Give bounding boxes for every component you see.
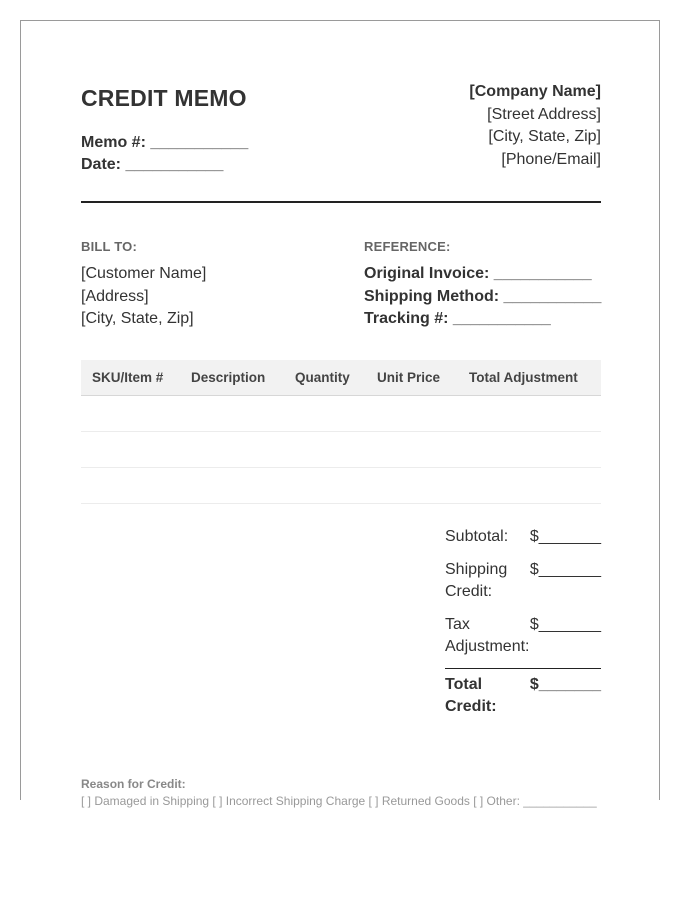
shipping-credit-row	[445, 559, 601, 604]
total-credit-value: $_______	[529, 675, 601, 693]
reason-block	[81, 777, 597, 808]
subtotal-label: Subtotal:	[445, 528, 509, 545]
bill-to-heading: BILL TO:	[81, 239, 138, 254]
credit-memo-sheet	[20, 20, 660, 808]
column-header-sku: SKU/Item #	[92, 370, 164, 385]
column-header-unit-price: Unit Price	[377, 370, 441, 385]
company-block	[469, 81, 601, 171]
memo-number-field: Memo #: ___________	[81, 134, 249, 151]
tax-adjustment-row	[445, 614, 601, 659]
table-row	[81, 468, 601, 504]
column-header-description: Description	[191, 370, 266, 385]
subtotal-row	[445, 526, 601, 549]
shipping-credit-label: Shipping Credit:	[445, 560, 508, 600]
line-items-table	[81, 360, 601, 504]
company-city: [City, State, Zip]	[488, 128, 601, 145]
total-credit-label: Total Credit:	[445, 675, 497, 715]
tax-adjustment-label: Tax Adjustment:	[445, 615, 530, 655]
table-row	[81, 396, 601, 432]
totals-block	[445, 526, 601, 729]
tax-adjustment-value: $_______	[529, 615, 601, 633]
header-divider	[81, 201, 601, 203]
column-header-quantity: Quantity	[295, 370, 350, 385]
bill-to-customer: [Customer Name]	[81, 265, 207, 282]
shipping-method-field: Shipping Method: ___________	[364, 287, 602, 305]
document-title: CREDIT MEMO	[81, 85, 247, 111]
reason-heading: Reason for Credit:	[81, 777, 186, 791]
reference-block	[364, 239, 601, 331]
tracking-field: Tracking #: ___________	[364, 310, 551, 327]
company-street: [Street Address]	[487, 105, 601, 123]
company-contact: [Phone/Email]	[501, 150, 601, 168]
totals-divider	[445, 668, 601, 669]
company-name: [Company Name]	[469, 83, 601, 100]
bill-to-address: [Address]	[81, 287, 149, 305]
shipping-credit-value: $_______	[529, 560, 601, 578]
subtotal-value: $_______	[529, 528, 601, 545]
table-header	[81, 360, 601, 396]
bill-to-block	[81, 239, 206, 331]
bill-to-city: [City, State, Zip]	[81, 310, 194, 327]
reference-heading: REFERENCE:	[364, 239, 451, 254]
date-field: Date: ___________	[81, 156, 224, 173]
reason-options: [ ] Damaged in Shipping [ ] Incorrect Shipping Charge [ ] Returned Goods [ ] Other: ___________	[81, 794, 597, 808]
table-row	[81, 432, 601, 468]
memo-fields	[81, 132, 248, 176]
total-credit-row	[445, 674, 601, 719]
column-header-total-adjustment: Total Adjustment	[469, 370, 578, 385]
original-invoice-field: Original Invoice: ___________	[364, 265, 592, 282]
